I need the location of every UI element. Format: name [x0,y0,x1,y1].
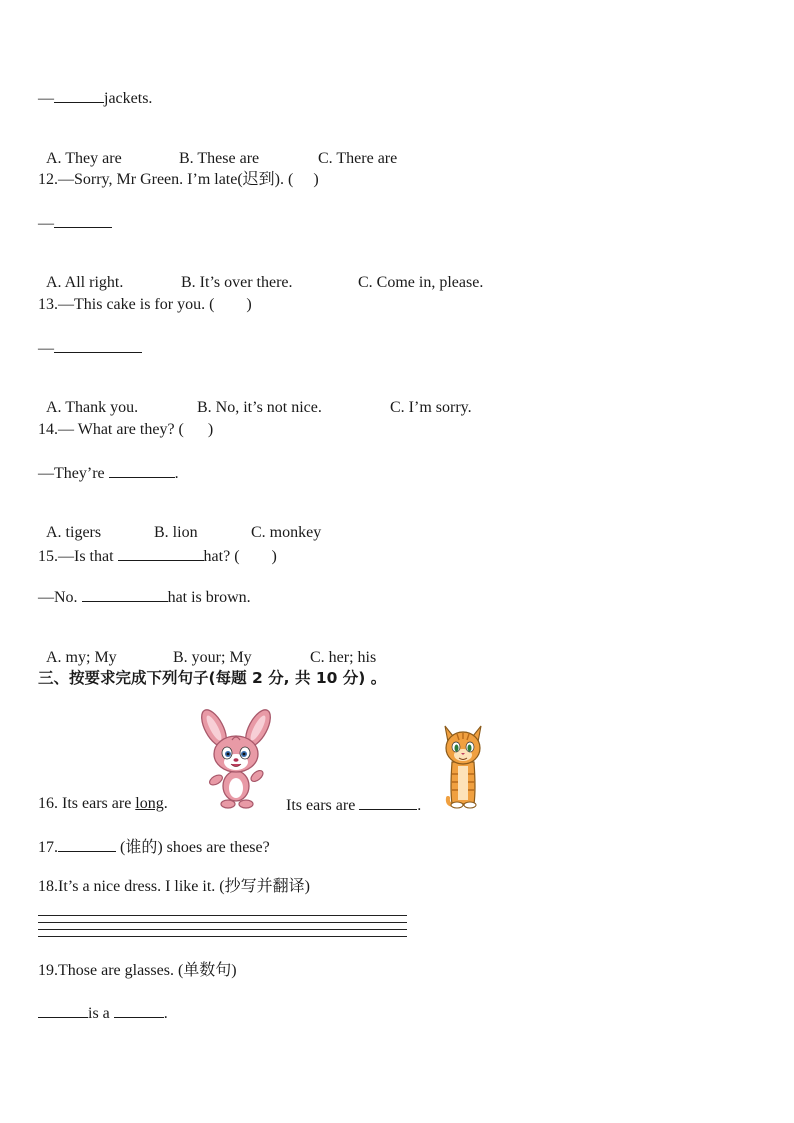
q15-answer-line [38,586,251,608]
q12-options [38,253,483,293]
q17-number: 17. [38,839,58,856]
q12-option-c: C. Come in, please. [358,274,484,291]
q13-dash: — [38,340,54,357]
q12-answer-line [38,212,112,234]
q11-options [38,129,397,169]
q17-blank[interactable] [58,836,116,852]
section3-heading: 三、按要求完成下列句子(每题 2 分, 共 10 分) 。 [38,669,387,687]
q17-rest: (谁的) shoes are these? [116,839,270,856]
q13-prompt: 13.—This cake is for you. ( ) [38,296,252,313]
q16-answer-line [286,794,421,816]
q13-option-c: C. I’m sorry. [390,399,472,416]
q13-option-b: B. No, it’s not nice. [197,399,322,416]
q17-line [38,836,270,858]
q11-dash: — [38,90,54,107]
q19-answer-end: . [163,1005,168,1022]
q16-text-c: Its ears are [286,797,360,814]
writing-line-3[interactable] [38,929,407,930]
q11-option-a: A. They are [46,150,122,167]
q12-prompt: 12.—Sorry, Mr Green. I’m late(迟到). ( ) [38,171,319,188]
q16-blank[interactable] [359,794,417,810]
q13-options [38,378,472,418]
q14-options [38,503,321,543]
q14-answer-prefix: —They’re [38,465,109,482]
q19-blank-1[interactable] [38,1002,88,1018]
q15-option-c: C. her; his [310,649,377,666]
q15-answer-a: —No. [38,589,82,606]
q15-option-a: A. my; My [46,649,117,666]
q11-blank[interactable] [54,87,104,103]
q15-answer-b: hat is brown. [167,589,251,606]
q14-prompt: 14.— What are they? ( ) [38,421,214,438]
q13-blank[interactable] [54,337,142,353]
q19-prompt: 19.Those are glasses. (单数句) [38,962,237,979]
q12-blank[interactable] [54,212,112,228]
q16-underlined-word: long [135,795,164,812]
q13-answer-line [38,337,142,359]
q11-option-c: C. There are [318,150,398,167]
writing-line-2[interactable] [38,922,407,923]
q14-answer-suffix: . [174,465,179,482]
q14-option-a: A. tigers [46,524,102,541]
q13-option-a: A. Thank you. [46,399,139,416]
q11-option-b: B. These are [179,150,260,167]
q11-answer-rest: jackets. [104,90,153,107]
q14-answer-line [38,462,179,484]
q19-answer-line [38,1002,168,1024]
q18-prompt: 18.It’s a nice dress. I like it. (抄写并翻译) [38,878,310,895]
q12-option-b: B. It’s over there. [181,274,293,291]
q15-blank-1[interactable] [118,545,204,561]
q15-option-b: B. your; My [173,649,252,666]
writing-line-4[interactable] [38,936,407,937]
q14-option-b: B. lion [154,524,198,541]
cat-picture [440,720,486,810]
q15-prompt-a: 15.—Is that [38,548,118,565]
q15-options [38,628,376,668]
q11-answer-line [38,87,152,109]
q15-blank-2[interactable] [82,586,168,602]
q12-option-a: A. All right. [46,274,124,291]
q12-dash: — [38,215,54,232]
q16-text-b: . [163,795,168,812]
rabbit-picture [194,708,280,812]
q16-text-d: . [417,797,422,814]
writing-line-1[interactable] [38,915,407,916]
q16-text-a: 16. Its ears are [38,795,136,812]
q15-prompt [38,545,277,567]
q16-line [38,794,168,814]
q14-blank[interactable] [109,462,175,478]
q15-prompt-b: hat? ( ) [203,548,277,565]
q19-blank-2[interactable] [114,1002,164,1018]
q14-option-c: C. monkey [251,524,322,541]
q19-answer-mid: is a [88,1005,114,1022]
